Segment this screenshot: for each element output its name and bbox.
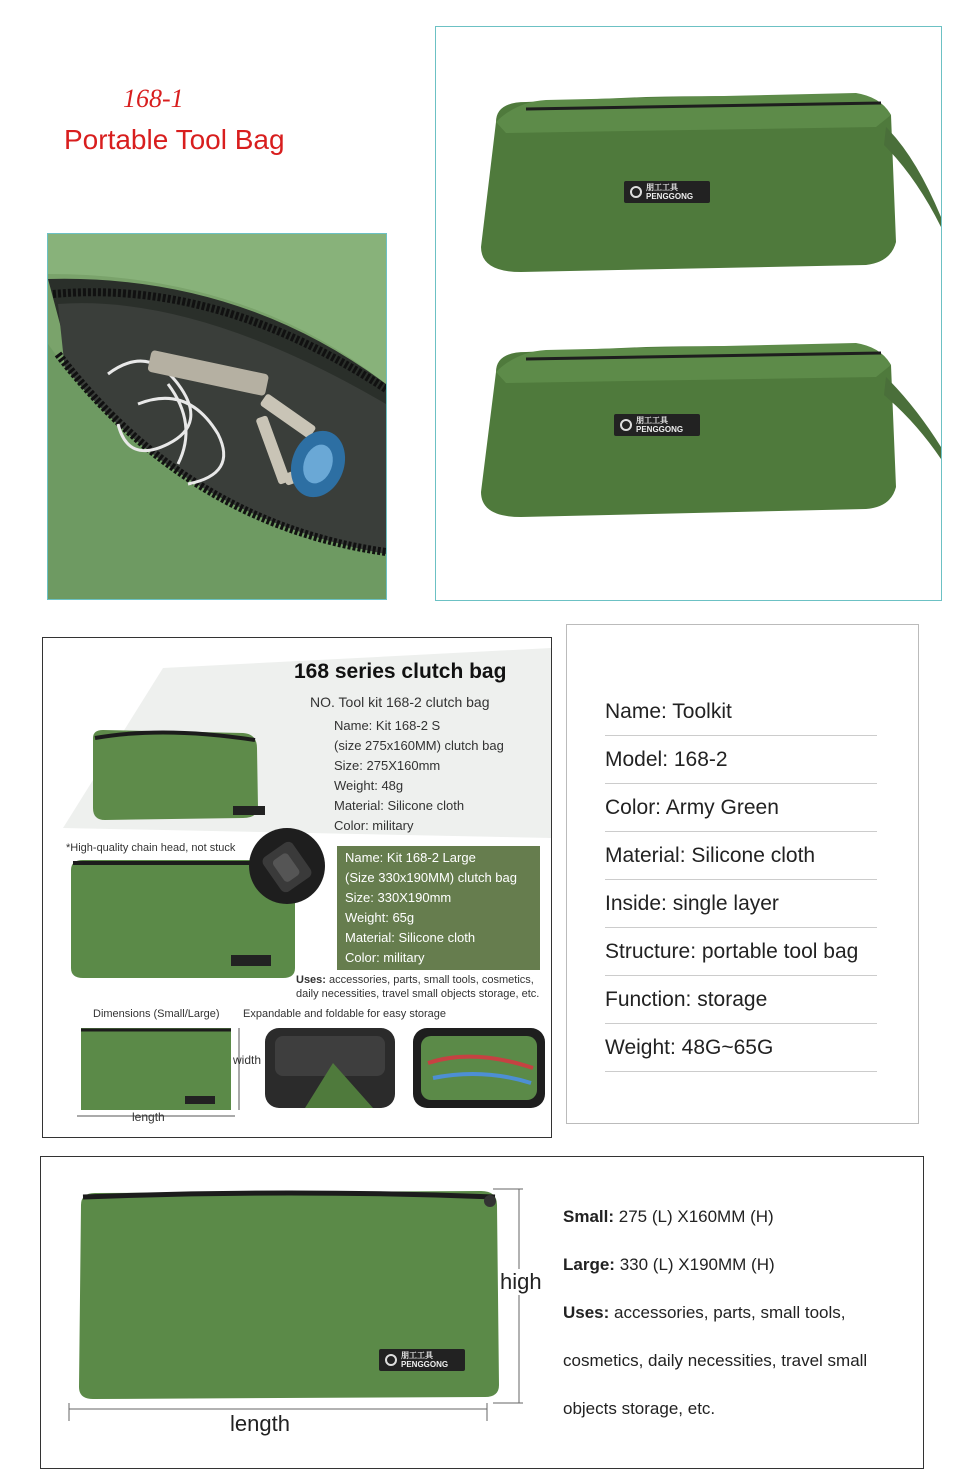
- large-spec-line: Name: Kit 168-2 Large: [345, 850, 476, 865]
- uses-line: objects storage, etc.: [563, 1399, 716, 1418]
- brand-en: PENGGONG: [401, 1360, 449, 1369]
- spec-row: Weight: 48G~65G: [605, 1024, 877, 1072]
- spec-card: [566, 624, 919, 1124]
- uses-text: accessories, parts, small tools, cosmetics,: [329, 974, 534, 986]
- width-label: width: [233, 1053, 262, 1067]
- brand-en: PENGGONG: [636, 425, 684, 434]
- spec-row: Structure: portable tool bag: [605, 928, 877, 976]
- small-spec-line: Name: Kit 168-2 S: [334, 718, 441, 733]
- bags-illustration: [436, 27, 941, 600]
- large-spec-line: Size: 330X190mm: [345, 890, 452, 905]
- large-value: 330 (L) X190MM (H): [619, 1255, 775, 1274]
- small-spec-line: Material: Silicone cloth: [334, 798, 465, 813]
- model-code: 168-1: [123, 84, 184, 113]
- large-spec-line: Color: military: [345, 950, 425, 965]
- bags-photo: [435, 26, 942, 601]
- uses-line: cosmetics, daily necessities, travel small: [563, 1351, 868, 1370]
- uses-value: accessories, parts, small tools,: [614, 1303, 846, 1322]
- small-spec-line: Color: military: [334, 818, 414, 833]
- small-spec-line: Weight: 48g: [334, 778, 404, 793]
- clutch-info-panel: [42, 637, 552, 1138]
- large-label: Large:: [563, 1255, 615, 1274]
- brand-cn: 朋工工具: [646, 183, 678, 192]
- small-spec-line: Size: 275X160mm: [334, 758, 441, 773]
- large-spec-line: (Size 330x190MM) clutch bag: [345, 870, 517, 885]
- small-spec-list: [334, 716, 504, 836]
- spec-row: Material: Silicone cloth: [605, 832, 877, 880]
- small-size-line: [563, 1207, 774, 1227]
- spec-row: Model: 168-2: [605, 736, 877, 784]
- foldable-caption: Expandable and foldable for easy storage: [243, 1008, 447, 1020]
- clutch-subheading: NO. Tool kit 168-2 clutch bag: [310, 694, 490, 710]
- spec-row: Color: Army Green: [605, 784, 877, 832]
- uses-label: Uses:: [296, 974, 326, 986]
- large-spec-box: [337, 846, 540, 970]
- small-label: Small:: [563, 1207, 615, 1226]
- open-bag-illustration: [48, 234, 386, 599]
- uses-line-2: daily necessities, travel small objects storage, etc.: [296, 988, 540, 1000]
- open-bag-photo: [47, 233, 387, 600]
- small-spec-line: (size 275x160MM) clutch bag: [334, 738, 504, 753]
- uses-line: [563, 1303, 846, 1323]
- uses-line-1: [296, 974, 534, 986]
- brand-logo-icon: [385, 1354, 397, 1366]
- large-size-line: [563, 1255, 775, 1275]
- length-label: length: [230, 1411, 290, 1436]
- brand-cn: 朋工工具: [636, 416, 668, 425]
- spec-row: Inside: single layer: [605, 880, 877, 928]
- chain-note: *High-quality chain head, not stuck: [66, 842, 236, 854]
- dimensions-panel: [40, 1156, 924, 1469]
- brand-logo-icon: [630, 186, 642, 198]
- uses-label: Uses:: [563, 1303, 610, 1322]
- large-spec-line: Material: Silicone cloth: [345, 930, 476, 945]
- large-spec-line: Weight: 65g: [345, 910, 415, 925]
- brand-label: [614, 414, 700, 436]
- brand-label: [624, 181, 710, 203]
- dimensions-caption: Dimensions (Small/Large): [93, 1008, 220, 1020]
- brand-en: PENGGONG: [646, 192, 694, 201]
- brand-label: [379, 1349, 465, 1371]
- product-title: Portable Tool Bag: [64, 124, 285, 155]
- spec-row: Function: storage: [605, 976, 877, 1024]
- spec-row: Name: Toolkit: [605, 688, 877, 736]
- high-label: high: [500, 1269, 542, 1294]
- brand-logo-icon: [620, 419, 632, 431]
- brand-cn: 朋工工具: [401, 1351, 433, 1360]
- clutch-heading: 168 series clutch bag: [294, 660, 507, 683]
- small-value: 275 (L) X160MM (H): [618, 1207, 774, 1226]
- length-label: length: [132, 1110, 165, 1124]
